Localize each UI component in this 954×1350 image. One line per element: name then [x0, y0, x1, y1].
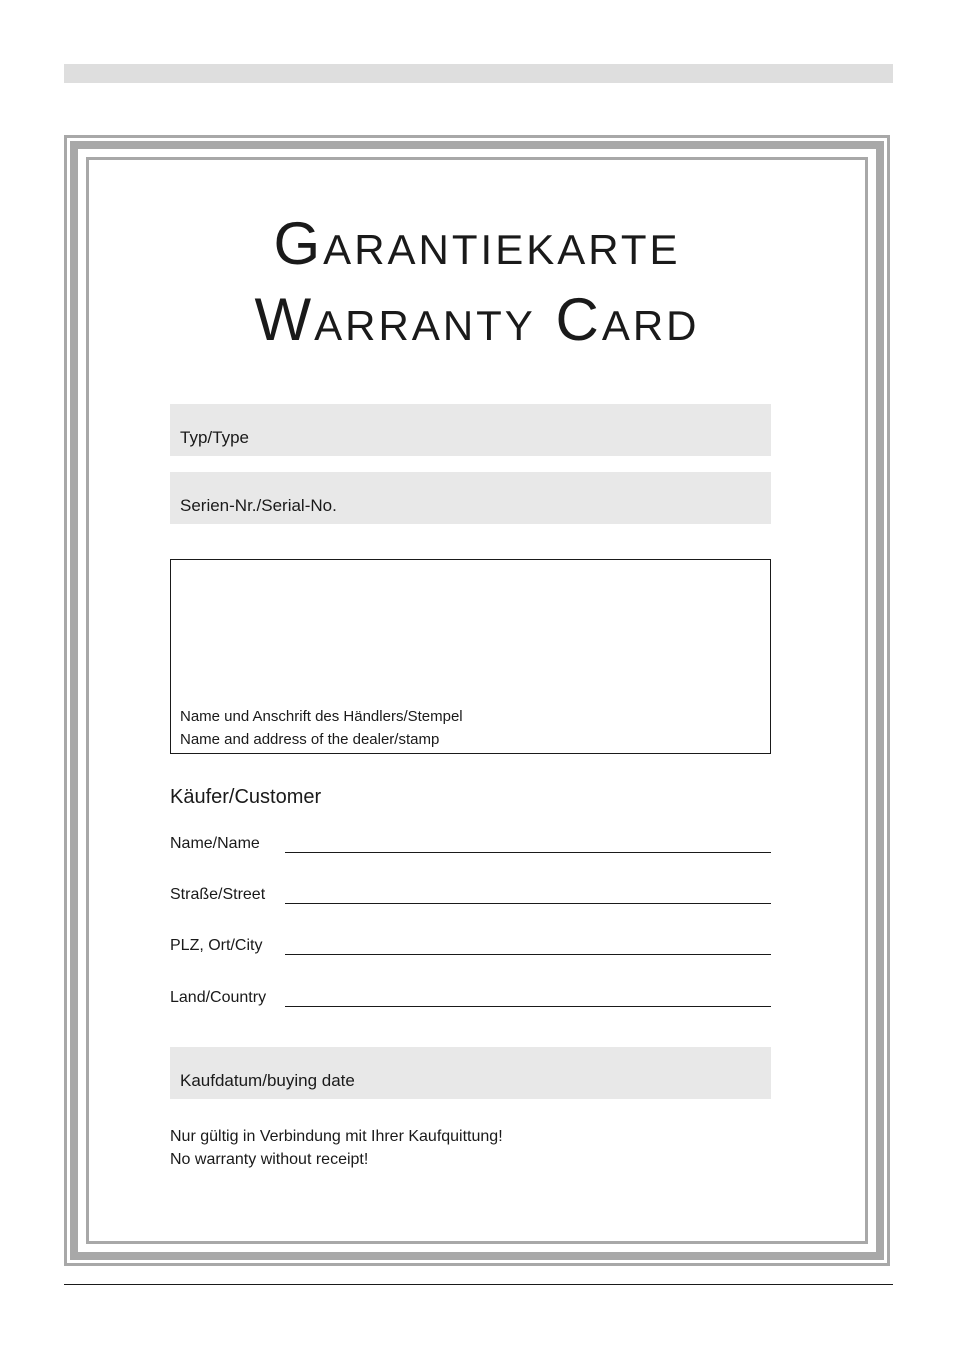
- customer-street-row: [170, 886, 771, 912]
- header-bar: [64, 64, 893, 83]
- customer-country-label: Land/Country: [170, 989, 267, 1006]
- title-german: Garantiekarte: [273, 210, 681, 277]
- customer-name-row: [170, 835, 771, 861]
- customer-country-row: [170, 989, 771, 1015]
- customer-street-label: Straße/Street: [170, 886, 266, 903]
- customer-heading: Käufer/Customer: [170, 786, 322, 808]
- customer-city-row: [170, 937, 771, 963]
- receipt-note-german: Nur gültig in Verbindung mit Ihrer Kaufquittung!: [170, 1128, 503, 1145]
- serial-number-field[interactable]: [170, 472, 771, 524]
- buying-date-field[interactable]: [170, 1047, 771, 1099]
- customer-city-label: PLZ, Ort/City: [170, 937, 263, 954]
- title-english: Warranty Card: [254, 286, 700, 353]
- buying-date-field-label: Kaufdatum/buying date: [180, 1071, 355, 1090]
- customer-street-line[interactable]: [285, 903, 771, 904]
- dealer-label-german: Name und Anschrift des Händlers/Stempel: [180, 708, 463, 725]
- customer-name-label: Name/Name: [170, 835, 260, 852]
- footer-rule: [64, 1284, 893, 1285]
- serial-number-field-label: Serien-Nr./Serial-No.: [180, 496, 337, 515]
- customer-city-line[interactable]: [285, 954, 771, 955]
- customer-country-line[interactable]: [285, 1006, 771, 1007]
- dealer-stamp-box[interactable]: [170, 559, 771, 754]
- dealer-label-english: Name and address of the dealer/stamp: [180, 731, 440, 748]
- customer-name-line[interactable]: [285, 852, 771, 853]
- receipt-note-english: No warranty without receipt!: [170, 1151, 369, 1168]
- type-field[interactable]: [170, 404, 771, 456]
- type-field-label: Typ/Type: [180, 428, 249, 447]
